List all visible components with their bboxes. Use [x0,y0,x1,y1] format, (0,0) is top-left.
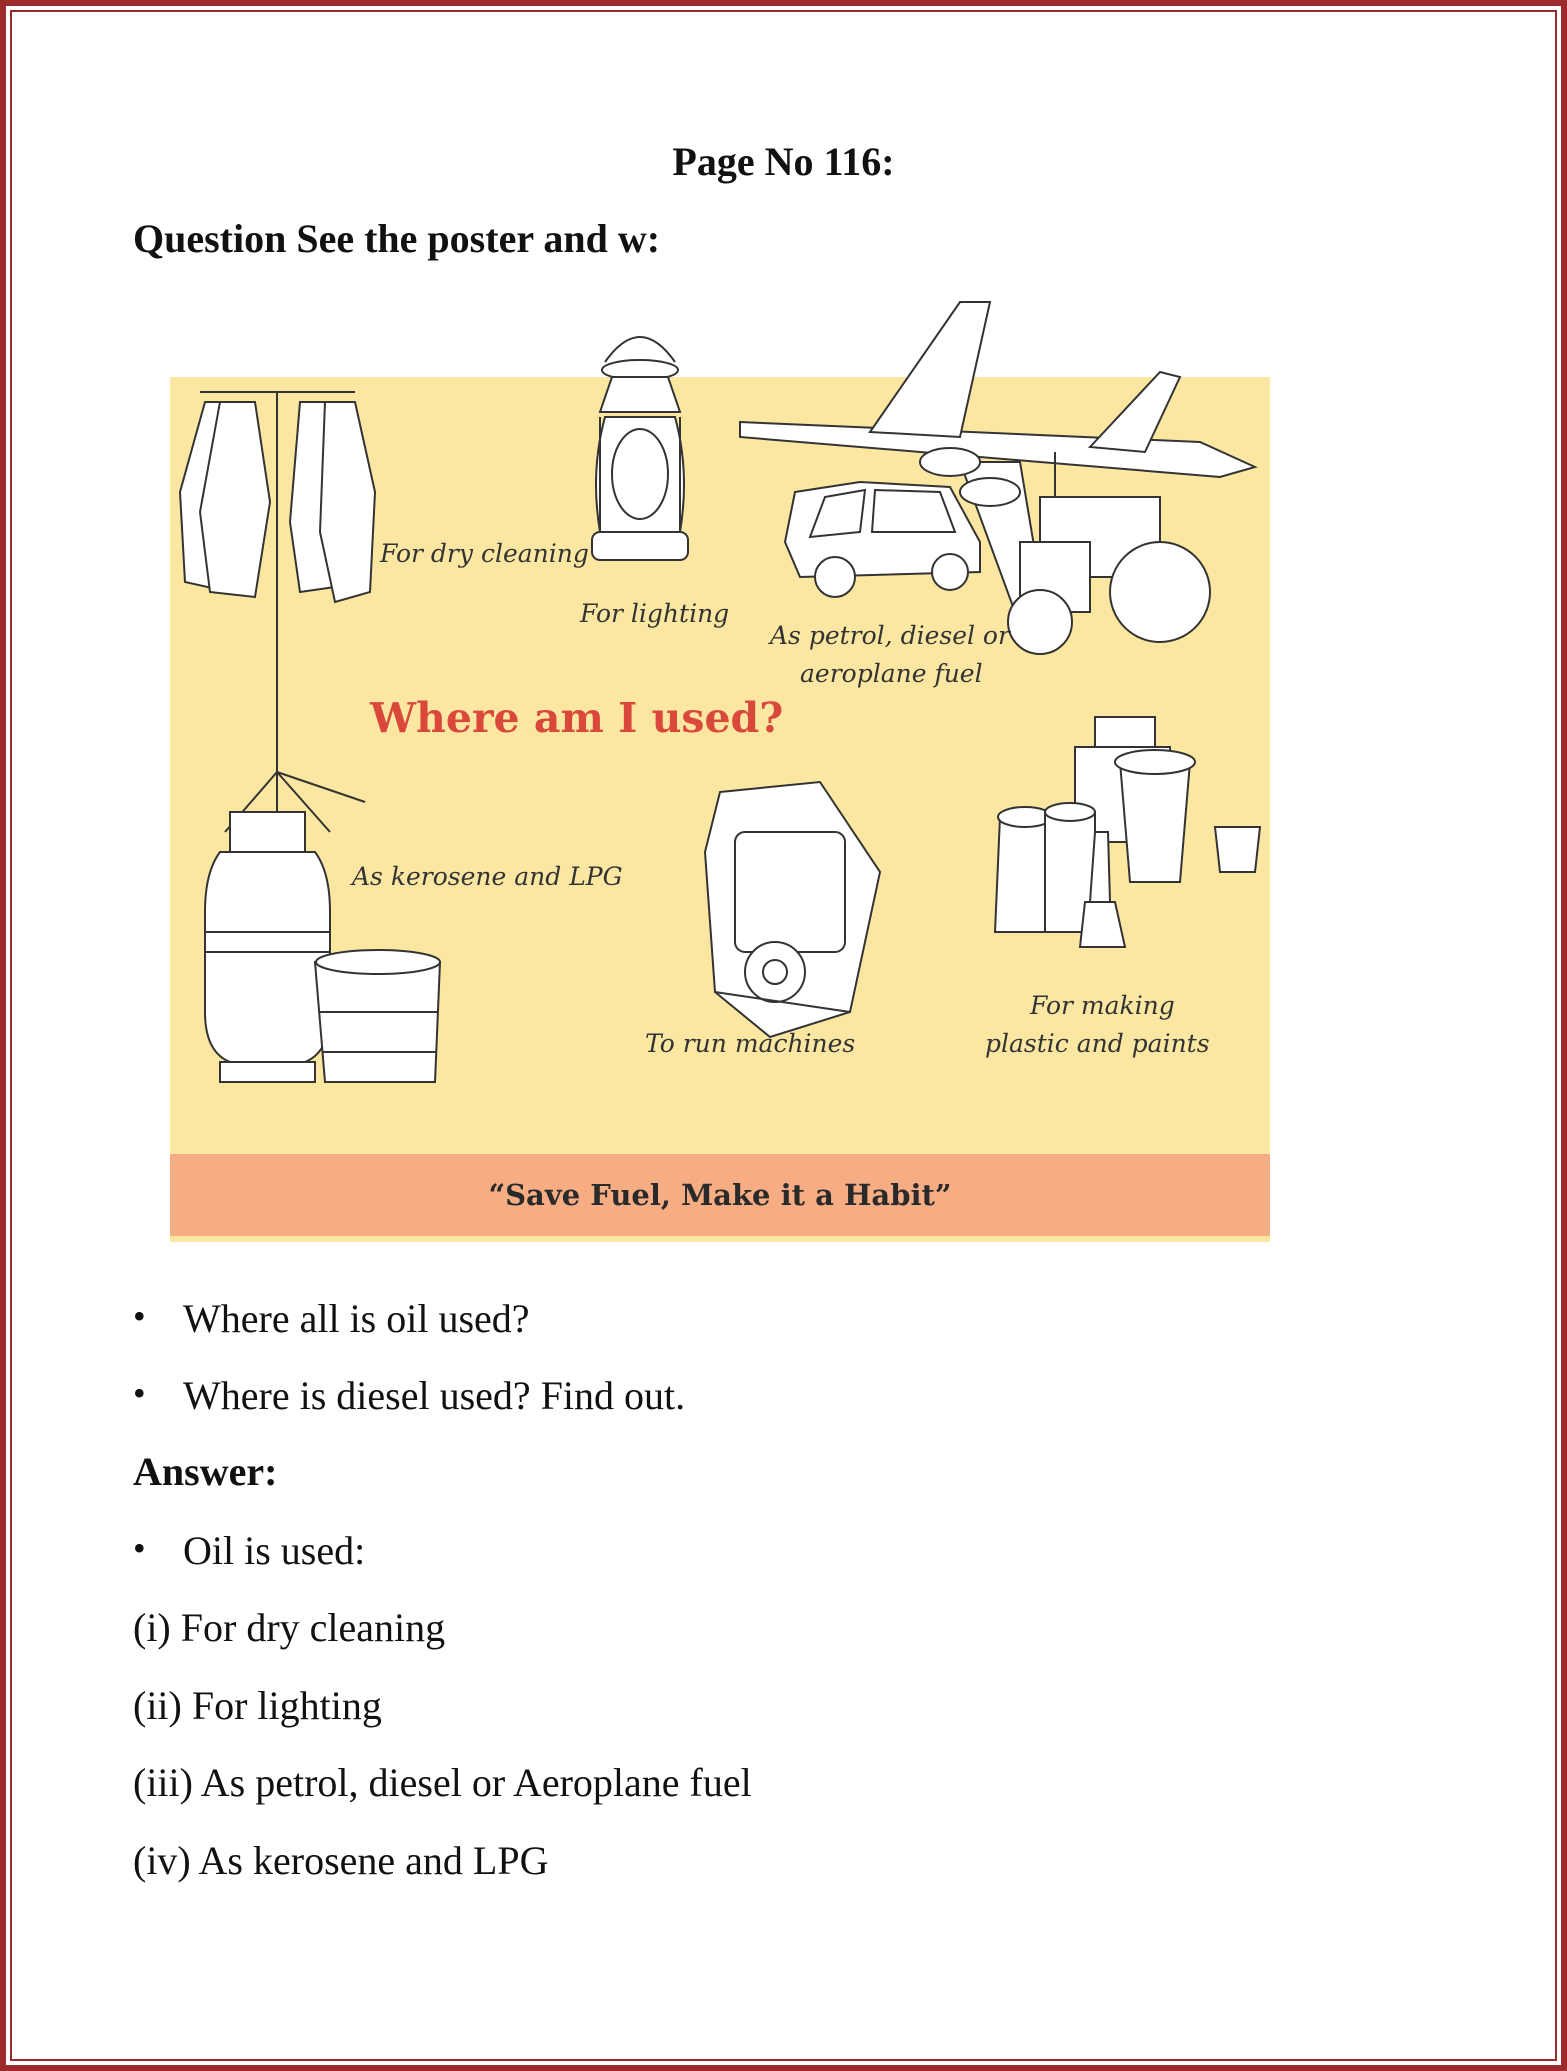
lantern-icon [592,337,688,560]
label-plastic-line1: For making [1030,991,1175,1020]
label-dry-cleaning: For dry cleaning [380,539,589,568]
poster-banner-text: “Save Fuel, Make it a Habit” [488,1178,952,1212]
answer-item: (ii) For lighting [133,1683,382,1728]
answer-item: (iv) As kerosene and LPG [133,1838,549,1883]
answer-item: (iii) As petrol, diesel or Aeroplane fuel [133,1760,752,1805]
page-heading: Page No 116: [672,139,895,184]
question-text: Where all is oil used? [183,1296,530,1341]
answer-bullet-text: Oil is used: [183,1528,366,1573]
question-text: Where is diesel used? Find out. [183,1373,686,1418]
question-heading: Question See the poster and w: [133,216,661,261]
poster-image [160,292,1325,1252]
gas-cylinder-icon [205,812,330,1082]
label-kerosene: As kerosene and LPG [352,862,623,891]
bullet-icon: • [133,1528,146,1568]
answer-item: (i) For dry cleaning [133,1605,446,1650]
label-fuel-line1: As petrol, diesel or [770,621,1010,650]
label-plastic-line2: plastic and paints [985,1029,1210,1058]
label-lighting: For lighting [580,599,730,628]
bullet-icon: • [133,1373,146,1413]
answer-heading: Answer: [133,1449,278,1494]
kerosene-can-icon [315,950,440,1082]
bullet-icon: • [133,1296,146,1336]
label-machines: To run machines [645,1029,856,1058]
poster-title: Where am I used? [370,694,784,742]
label-fuel-line2: aeroplane fuel [800,659,983,688]
